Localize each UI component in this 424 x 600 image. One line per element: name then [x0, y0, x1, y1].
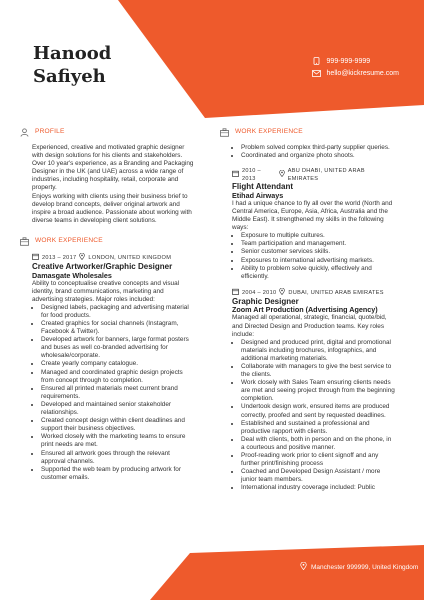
bullet-item: • Ability to problem solve quickly, effectively and efficiently. — [241, 265, 395, 281]
bullet-item: • Team participation and management. — [241, 240, 395, 248]
email-row[interactable] — [312, 67, 399, 79]
bullet-item: • Created graphics for social channels (Instagram, Facebook & Twitter). — [41, 320, 195, 336]
job-bullets — [32, 304, 195, 482]
bullet-item: • Developed artwork for banners, large format posters and buses as well co-branded advertising for wholesale/corporate. — [41, 336, 195, 360]
profile-paragraph: Enjoys working with clients using their business brief to develop brand concepts, deliver original artwork and inspire a broad audience. Passionate about working with diverse teams in developing client solutions. — [32, 192, 192, 224]
location-pin-icon — [279, 170, 285, 180]
bullet-item: • Worked closely with the marketing teams to ensure print needs are met. — [41, 433, 195, 449]
footer-accent-shape — [0, 545, 424, 600]
carry-over-bullets — [232, 144, 395, 160]
job-summary: I had a unique chance to fly all over the world (North and Central America, Europe, Asia, Africa, Australia and the Middle East). It strengthened my skills in the following ways: — [232, 199, 393, 232]
phone-number: 999-999-9999 — [326, 57, 371, 65]
bullet-item: • Designed labels, packaging and advertising material for food products. — [41, 304, 195, 320]
bullet-item: • Work closely with Sales Team ensuring clients needs are met and seeing project through from the beginning completion. — [241, 379, 395, 403]
job-location: DUBAI, UNITED ARAB EMIRATES — [288, 289, 384, 296]
bullet-item: • Exposures to international advertising markets. — [241, 257, 395, 265]
job-location: ABU DHABI, UNITED ARAB EMIRATES — [287, 168, 365, 183]
profile-heading — [20, 128, 195, 137]
person-icon — [20, 128, 29, 137]
briefcase-icon — [220, 128, 229, 137]
job-company: Etihad Airways — [232, 190, 284, 200]
bullet-item: • Supported the web team by producing artwork for customer emails. — [41, 466, 195, 482]
job-entry — [220, 288, 395, 493]
phone-row[interactable] — [312, 55, 399, 67]
job-title: Graphic Designer — [232, 296, 299, 306]
contact-block — [312, 55, 399, 79]
profile-paragraph: Experienced, creative and motivated graphic designer with design solutions for his clients and stakeholders. — [32, 144, 185, 160]
bullet-item: • International industry coverage included: Public — [241, 484, 395, 492]
left-column — [20, 128, 195, 482]
bullet-item: • Deal with clients, both in person and on the phone, in a courteous and positive manner. — [241, 436, 395, 452]
bullet-item: • Developed and maintained senior stakeholder relationships. — [41, 401, 195, 417]
job-dates: 2013 – 2017 — [42, 254, 77, 261]
job-title: Flight Attendant — [232, 182, 294, 192]
job-meta — [232, 167, 395, 183]
job-bullets — [232, 339, 395, 493]
job-location: LONDON, UNITED KINGDOM — [88, 254, 172, 261]
bullet-item: • Created concept design within client deadlines and support their business objectives. — [41, 417, 195, 433]
address-text: Manchester 999999, United Kingdom — [311, 563, 419, 571]
bullet-item: • Undertook design work, ensured items are produced correctly, proofed and sent by requested deadlines. — [241, 403, 395, 419]
profile-title: PROFILE — [35, 128, 65, 136]
phone-icon — [312, 57, 322, 65]
bullet-item: • Ensured all artwork goes through the relevant approval channels. — [41, 450, 195, 466]
job-company: Damasgate Wholesales — [32, 270, 112, 280]
job-bullets — [232, 232, 395, 281]
bullet-item: • Designed and produced print, digital and promotional materials including brochures, infographics, and additional marketing materials. — [241, 339, 395, 363]
email-address: hello@kickresume.com — [326, 69, 399, 77]
location-pin-icon — [300, 562, 307, 572]
bullet-item: • Create yearly company catalogue. — [41, 360, 195, 368]
work-title: WORK EXPERIENCE — [235, 128, 303, 136]
bullet-item: • Coordinated and organize photo shoots. — [241, 152, 395, 160]
bullet-item: • Proof-reading work prior to client signoff and any further print/finishing process — [241, 452, 395, 468]
job-entry — [20, 253, 195, 482]
work-experience-heading — [20, 237, 195, 246]
job-dates: 2010 – 2013 — [242, 168, 261, 183]
profile-text — [20, 144, 195, 225]
bullet-item: • Problem solved complex third-party supplier queries. — [241, 144, 395, 152]
footer-address — [300, 562, 418, 572]
briefcase-icon — [20, 237, 29, 246]
last-name: Safiyeh — [33, 66, 106, 87]
work-title: WORK EXPERIENCE — [35, 237, 103, 245]
bullet-item: • Exposure to multiple cultures. — [241, 232, 395, 240]
bullet-item: • Ensured all printed materials meet current brand requirements. — [41, 385, 195, 401]
job-summary: Managed all operational, strategic, financial, quote/bid, and Directed Design and Production teams. Key roles include: — [232, 314, 387, 338]
calendar-icon — [232, 170, 239, 180]
bullet-item: • Managed and coordinated graphic design projects from concept through to completion. — [41, 369, 195, 385]
bullet-item: • Established and sustained a professional and productive rapport with clients. — [241, 420, 395, 436]
bullet-item: • Coached and Developed Design Assistant / more junior team members. — [241, 468, 395, 484]
candidate-name — [33, 42, 111, 88]
first-name: Hanood — [33, 43, 112, 64]
bullet-item: • Senior customer services skills. — [241, 248, 395, 256]
job-entry — [220, 167, 395, 281]
job-summary: Ability to conceptualise creative concepts and visual identity, brand communications, marketing and advertising strategies. Major roles included: — [32, 279, 180, 303]
job-title: Creative Artworker/Graphic Designer — [32, 262, 173, 272]
right-column — [220, 128, 395, 492]
work-experience-heading — [220, 128, 395, 137]
job-dates: 2004 – 2010 — [242, 289, 277, 296]
bullet-item: • Collaborate with managers to give the best service to the clients. — [241, 363, 395, 379]
profile-paragraph: Over 10 year's experience, as a Branding and Packaging Designer in the UK (and UAE) across a wide range of industries, including hospitality, retail, corporate and property. — [32, 160, 194, 192]
mail-icon — [312, 70, 322, 77]
job-company: Zoom Art Production (Advertising Agency) — [232, 305, 378, 315]
